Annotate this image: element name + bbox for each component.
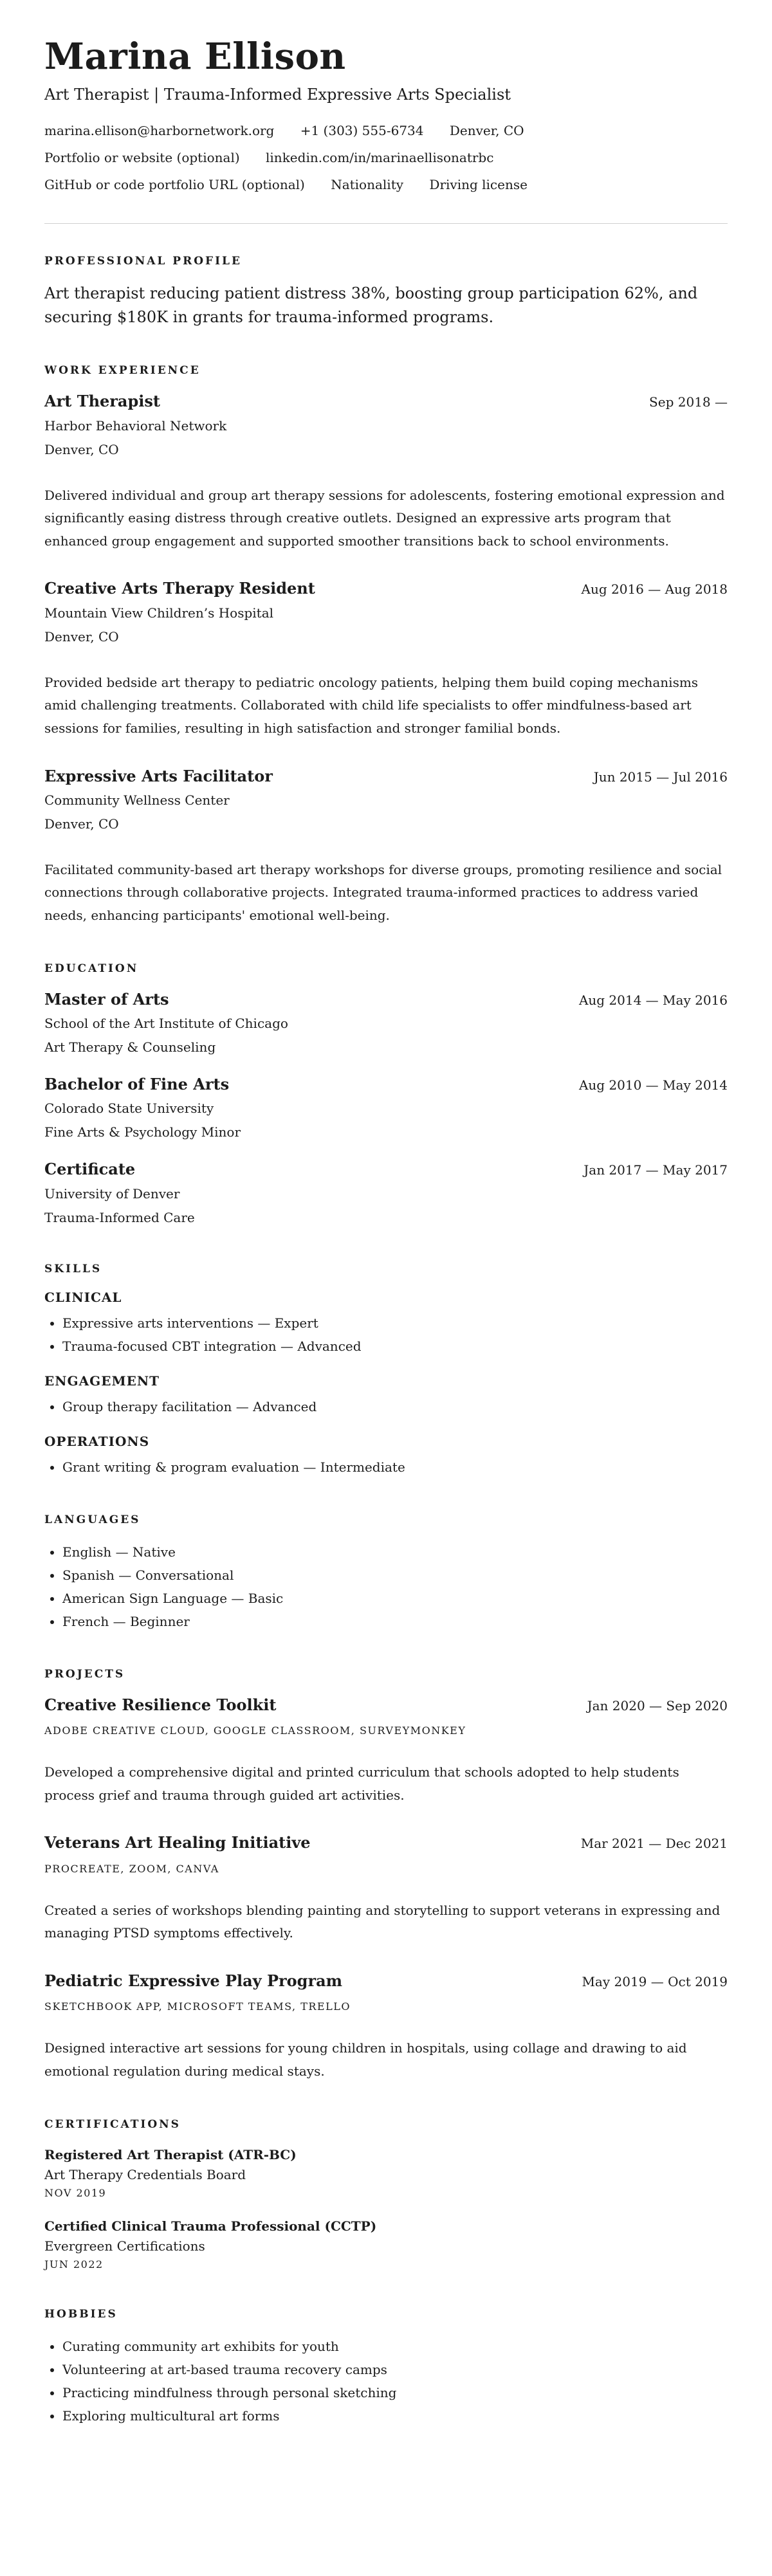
list-item: • English — Native: [62, 1540, 728, 1564]
experience-role: Expressive Arts Facilitator: [44, 766, 273, 785]
experience-org: Community Wellness Center: [44, 792, 230, 808]
skill-category: OPERATIONS: [44, 1433, 150, 1449]
hobby-list: [44, 2335, 728, 2427]
experience-role: Creative Arts Therapy Resident: [44, 579, 315, 598]
contact-row-extra: [44, 176, 728, 194]
list-item: • Expressive arts interventions — Expert: [62, 1311, 728, 1335]
project-entry: [44, 1971, 728, 2083]
languages-section: [44, 1513, 728, 1633]
list-item: • Spanish — Conversational: [62, 1564, 728, 1587]
certification-entry: [44, 2216, 728, 2273]
section-title-education: EDUCATION: [44, 962, 139, 975]
education-degree: Certificate: [44, 1160, 136, 1179]
skill-group-operations: [44, 1434, 728, 1479]
section-title-projects: PROJECTS: [44, 1667, 125, 1681]
list-item: • Curating community art exhibits for youth: [62, 2335, 728, 2358]
experience-entry: [44, 391, 728, 553]
education-field: Trauma-Informed Care: [44, 1209, 195, 1225]
profile-section: [44, 255, 728, 329]
section-title-skills: SKILLS: [44, 1262, 102, 1275]
education-date: Jan 2017 — May 2017: [584, 1162, 728, 1178]
language-list: [44, 1540, 728, 1633]
skill-list: [44, 1456, 728, 1479]
candidate-headline: Art Therapist | Trauma-Informed Expressive Arts Specialist: [44, 85, 511, 104]
list-item: • Volunteering at art-based trauma recovery camps: [62, 2358, 728, 2381]
education-entry: [44, 1159, 728, 1227]
project-description: Created a series of workshops blending painting and storytelling to support veterans in expressing and managing PTSD symptoms effectively.: [44, 1902, 721, 1941]
experience-role: Art Therapist: [44, 392, 160, 411]
certifications-section: [44, 2118, 728, 2273]
project-tools: ADOBE CREATIVE CLOUD, GOOGLE CLASSROOM, SURVEYMONKEY: [44, 1724, 466, 1737]
projects-section: [44, 1668, 728, 2083]
candidate-name: Marina Ellison: [44, 35, 346, 78]
list-item: • Trauma-focused CBT integration — Advanced: [62, 1335, 728, 1358]
education-entry: [44, 989, 728, 1057]
list-item: • French — Beginner: [62, 1610, 728, 1633]
education-section: [44, 962, 728, 1228]
contact-row-links: [44, 149, 728, 167]
contact-portfolio[interactable]: Portfolio or website (optional): [44, 149, 240, 165]
project-name: Pediatric Expressive Play Program: [44, 1971, 343, 1990]
experience-org: Harbor Behavioral Network: [44, 417, 227, 434]
education-date: Aug 2014 — May 2016: [578, 992, 728, 1008]
contact-linkedin[interactable]: linkedin.com/in/marinaellisonatrbc: [266, 149, 494, 165]
contact-row-primary: [44, 122, 728, 140]
education-field: Art Therapy & Counseling: [44, 1039, 216, 1055]
experience-description: Facilitated community-based art therapy workshops for diverse groups, promoting resilience and social connections through collaborative projects. Integrated trauma-informed practices to address varied needs, enhancing participants' emotional well-being.: [44, 861, 722, 924]
project-date: Jan 2020 — Sep 2020: [587, 1697, 728, 1713]
contact-github[interactable]: GitHub or code portfolio URL (optional): [44, 176, 305, 192]
certification-date: NOV 2019: [44, 2186, 107, 2199]
education-field: Fine Arts & Psychology Minor: [44, 1124, 241, 1140]
project-description: Designed interactive art sessions for young children in hospitals, using collage and drawing to aid emotional regulation during medical stays.: [44, 2040, 687, 2079]
experience-entry: [44, 578, 728, 740]
section-title-experience: WORK EXPERIENCE: [44, 364, 201, 378]
header-divider: [44, 223, 728, 224]
experience-date: Aug 2016 — Aug 2018: [581, 581, 728, 598]
project-name: Creative Resilience Toolkit: [44, 1695, 277, 1714]
skills-section: [44, 1263, 728, 1479]
experience-location: Denver, CO: [44, 441, 119, 457]
list-item: • Practicing mindfulness through personal sketching: [62, 2381, 728, 2404]
list-item: • Grant writing & program evaluation — Intermediate: [62, 1456, 728, 1479]
certification-issuer: Evergreen Certifications: [44, 2238, 205, 2254]
project-tools: SKETCHBOOK APP, MICROSOFT TEAMS, TRELLO: [44, 2000, 351, 2013]
experience-description: Provided bedside art therapy to pediatric oncology patients, helping them build coping mechanisms amid challenging treatments. Collaborated with child life specialists to offer mindfulness-based art sessions for families, resulting in high satisfaction and stronger familial bonds.: [44, 674, 699, 736]
experience-org: Mountain View Children’s Hospital: [44, 605, 274, 621]
project-name: Veterans Art Healing Initiative: [44, 1833, 311, 1852]
contact-phone[interactable]: +1 (303) 555-6734: [300, 122, 424, 138]
certification-date: JUN 2022: [44, 2258, 104, 2271]
education-school: University of Denver: [44, 1185, 180, 1201]
profile-summary: Art therapist reducing patient distress 38%, boosting group participation 62%, and securing $180K in grants for trauma-informed programs.: [44, 284, 698, 326]
skill-list: [44, 1311, 728, 1358]
hobbies-section: [44, 2308, 728, 2427]
project-description: Developed a comprehensive digital and printed curriculum that schools adopted to help students process grief and trauma through guided art activities.: [44, 1764, 679, 1803]
experience-location: Denver, CO: [44, 816, 119, 832]
list-item: • Group therapy facilitation — Advanced: [62, 1395, 728, 1418]
project-date: Mar 2021 — Dec 2021: [580, 1836, 728, 1852]
project-entry: [44, 1832, 728, 1945]
project-entry: [44, 1695, 728, 1807]
section-title-certifications: CERTIFICATIONS: [44, 2117, 181, 2131]
certification-name: Registered Art Therapist (ATR-BC): [44, 2146, 297, 2162]
certification-name: Certified Clinical Trauma Professional (CCTP): [44, 2218, 377, 2234]
contact-email[interactable]: marina.ellison@harbornetwork.org: [44, 122, 275, 138]
experience-entry: [44, 766, 728, 927]
education-school: Colorado State University: [44, 1101, 214, 1117]
education-entry: [44, 1074, 728, 1142]
education-school: School of the Art Institute of Chicago: [44, 1016, 288, 1032]
section-title-profile: PROFESSIONAL PROFILE: [44, 254, 242, 268]
skill-list: [44, 1395, 728, 1418]
experience-section: [44, 364, 728, 927]
experience-location: Denver, CO: [44, 628, 119, 644]
education-date: Aug 2010 — May 2014: [578, 1077, 728, 1093]
contact-nationality: Nationality: [331, 176, 404, 192]
contact-location: Denver, CO: [449, 122, 524, 138]
resume-header: [44, 37, 728, 194]
skill-group-engagement: [44, 1373, 728, 1418]
experience-description: Delivered individual and group art therapy sessions for adolescents, fostering emotional expression and significantly easing distress through creative outlets. Designed an expressive arts program that enhanced group engagement and supported smoother transitions back to school environments.: [44, 487, 725, 549]
section-title-languages: LANGUAGES: [44, 1513, 141, 1526]
certification-issuer: Art Therapy Credentials Board: [44, 2166, 246, 2182]
skill-category: CLINICAL: [44, 1289, 122, 1305]
list-item: • American Sign Language — Basic: [62, 1587, 728, 1610]
experience-date: Jun 2015 — Jul 2016: [593, 769, 728, 785]
project-tools: PROCREATE, ZOOM, CANVA: [44, 1862, 219, 1875]
contact-driving-license: Driving license: [429, 176, 528, 192]
certification-entry: [44, 2145, 728, 2202]
skill-category: ENGAGEMENT: [44, 1373, 160, 1389]
education-degree: Bachelor of Fine Arts: [44, 1075, 230, 1094]
education-degree: Master of Arts: [44, 989, 169, 1009]
skill-group-clinical: [44, 1290, 728, 1358]
experience-date: Sep 2018 —: [649, 394, 728, 410]
section-title-hobbies: HOBBIES: [44, 2307, 118, 2321]
list-item: • Exploring multicultural art forms: [62, 2404, 728, 2427]
project-date: May 2019 — Oct 2019: [582, 1974, 728, 1989]
